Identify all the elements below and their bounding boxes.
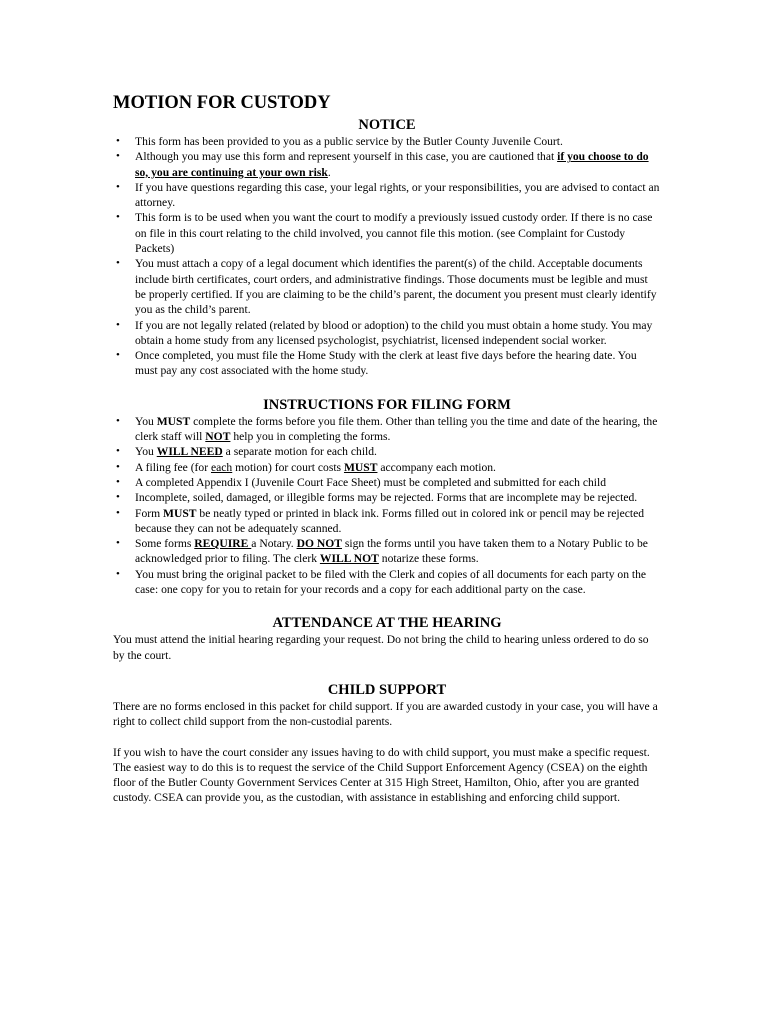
notice-item: • If you have questions regarding this case, your legal rights, or your responsibilities, you are advised to contact an attorney.: [113, 180, 661, 211]
instruction-item: • A completed Appendix I (Juvenile Court Face Sheet) must be completed and submitted for each child: [113, 475, 661, 490]
document-body: [113, 92, 661, 806]
notice-item: • This form is to be used when you want the court to modify a previously issued custody order. If there is no case on file in this court relating to the child involved, you cannot file this motion. (see Complaint for Custody Packets): [113, 210, 661, 256]
instruction-item: • You WILL NEED a separate motion for each child.: [113, 444, 661, 459]
instructions-list: [113, 414, 661, 598]
child-support-paragraph: If you wish to have the court consider any issues having to do with child support, you must make a specific request. The easiest way to do this is to request the service of the Child Support Enforcement Agency (CSEA) on the eighth floor of the Butler County Government Services Center at 315 High Street, Hamilton, Ohio, after you are granted custody. CSEA can provide you, as the custodian, with assistance in establishing and enforcing child support.: [113, 745, 650, 805]
instruction-item: • Incomplete, soiled, damaged, or illegible forms may be rejected. Forms that are incomplete may be rejected.: [113, 490, 661, 505]
risk-warning: if you choose to do so, you are continuing at your own risk: [135, 150, 649, 179]
document-title: MOTION FOR CUSTODY: [113, 93, 331, 113]
child-support-heading: CHILD SUPPORT: [327, 681, 447, 698]
instructions-heading: INSTRUCTIONS FOR FILING FORM: [263, 396, 511, 413]
notice-item: • Although you may use this form and represent yourself in this case, you are cautioned that if you choose to do so, you are continuing at your own risk.: [113, 149, 661, 180]
instruction-item: • You must bring the original packet to be filed with the Clerk and copies of all documents for each party on the case: one copy for you to retain for your records and a copy for each additional party on the case.: [113, 567, 661, 598]
instruction-item: • Some forms REQUIRE a Notary. DO NOT sign the forms until you have taken them to a Notary Public to be acknowledged prior to filing. The clerk WILL NOT notarize these forms.: [113, 536, 661, 567]
notice-item: • You must attach a copy of a legal document which identifies the parent(s) of the child. Acceptable documents include birth certificates, court orders, and administrative findings. Those documents must be legible and must be properly certified. If you are claiming to be the child’s parent, the document you present must clearly identify you as the child’s parent.: [113, 256, 661, 317]
instruction-item: • A filing fee (for each motion) for court costs MUST accompany each motion.: [113, 460, 661, 475]
notice-list: [113, 134, 661, 379]
attendance-heading: ATTENDANCE AT THE HEARING: [272, 615, 502, 632]
notice-item: • Once completed, you must file the Home Study with the clerk at least five days before the hearing date. You must pay any cost associated with the home study.: [113, 348, 661, 379]
instruction-item: • Form MUST be neatly typed or printed in black ink. Forms filled out in colored ink or pencil may be rejected because they can not be adequately scanned.: [113, 506, 661, 537]
notice-item: • This form has been provided to you as a public service by the Butler County Juvenile Court.: [113, 134, 661, 149]
notice-item: • If you are not legally related (related by blood or adoption) to the child you must obtain a home study. You may obtain a home study from any licensed psychologist, psychiatrist, licensed independent social worker.: [113, 318, 661, 349]
instruction-item: • You MUST complete the forms before you file them. Other than telling you the time and date of the hearing, the clerk staff will NOT help you in completing the forms.: [113, 414, 661, 445]
child-support-paragraph: There are no forms enclosed in this packet for child support. If you are awarded custody in your case, you will have a right to collect child support from the non-custodial parents.: [113, 699, 658, 729]
notice-heading: NOTICE: [358, 117, 416, 133]
attendance-text: You must attend the initial hearing regarding your request. Do not bring the child to hearing unless ordered to do so by the court.: [113, 633, 649, 662]
